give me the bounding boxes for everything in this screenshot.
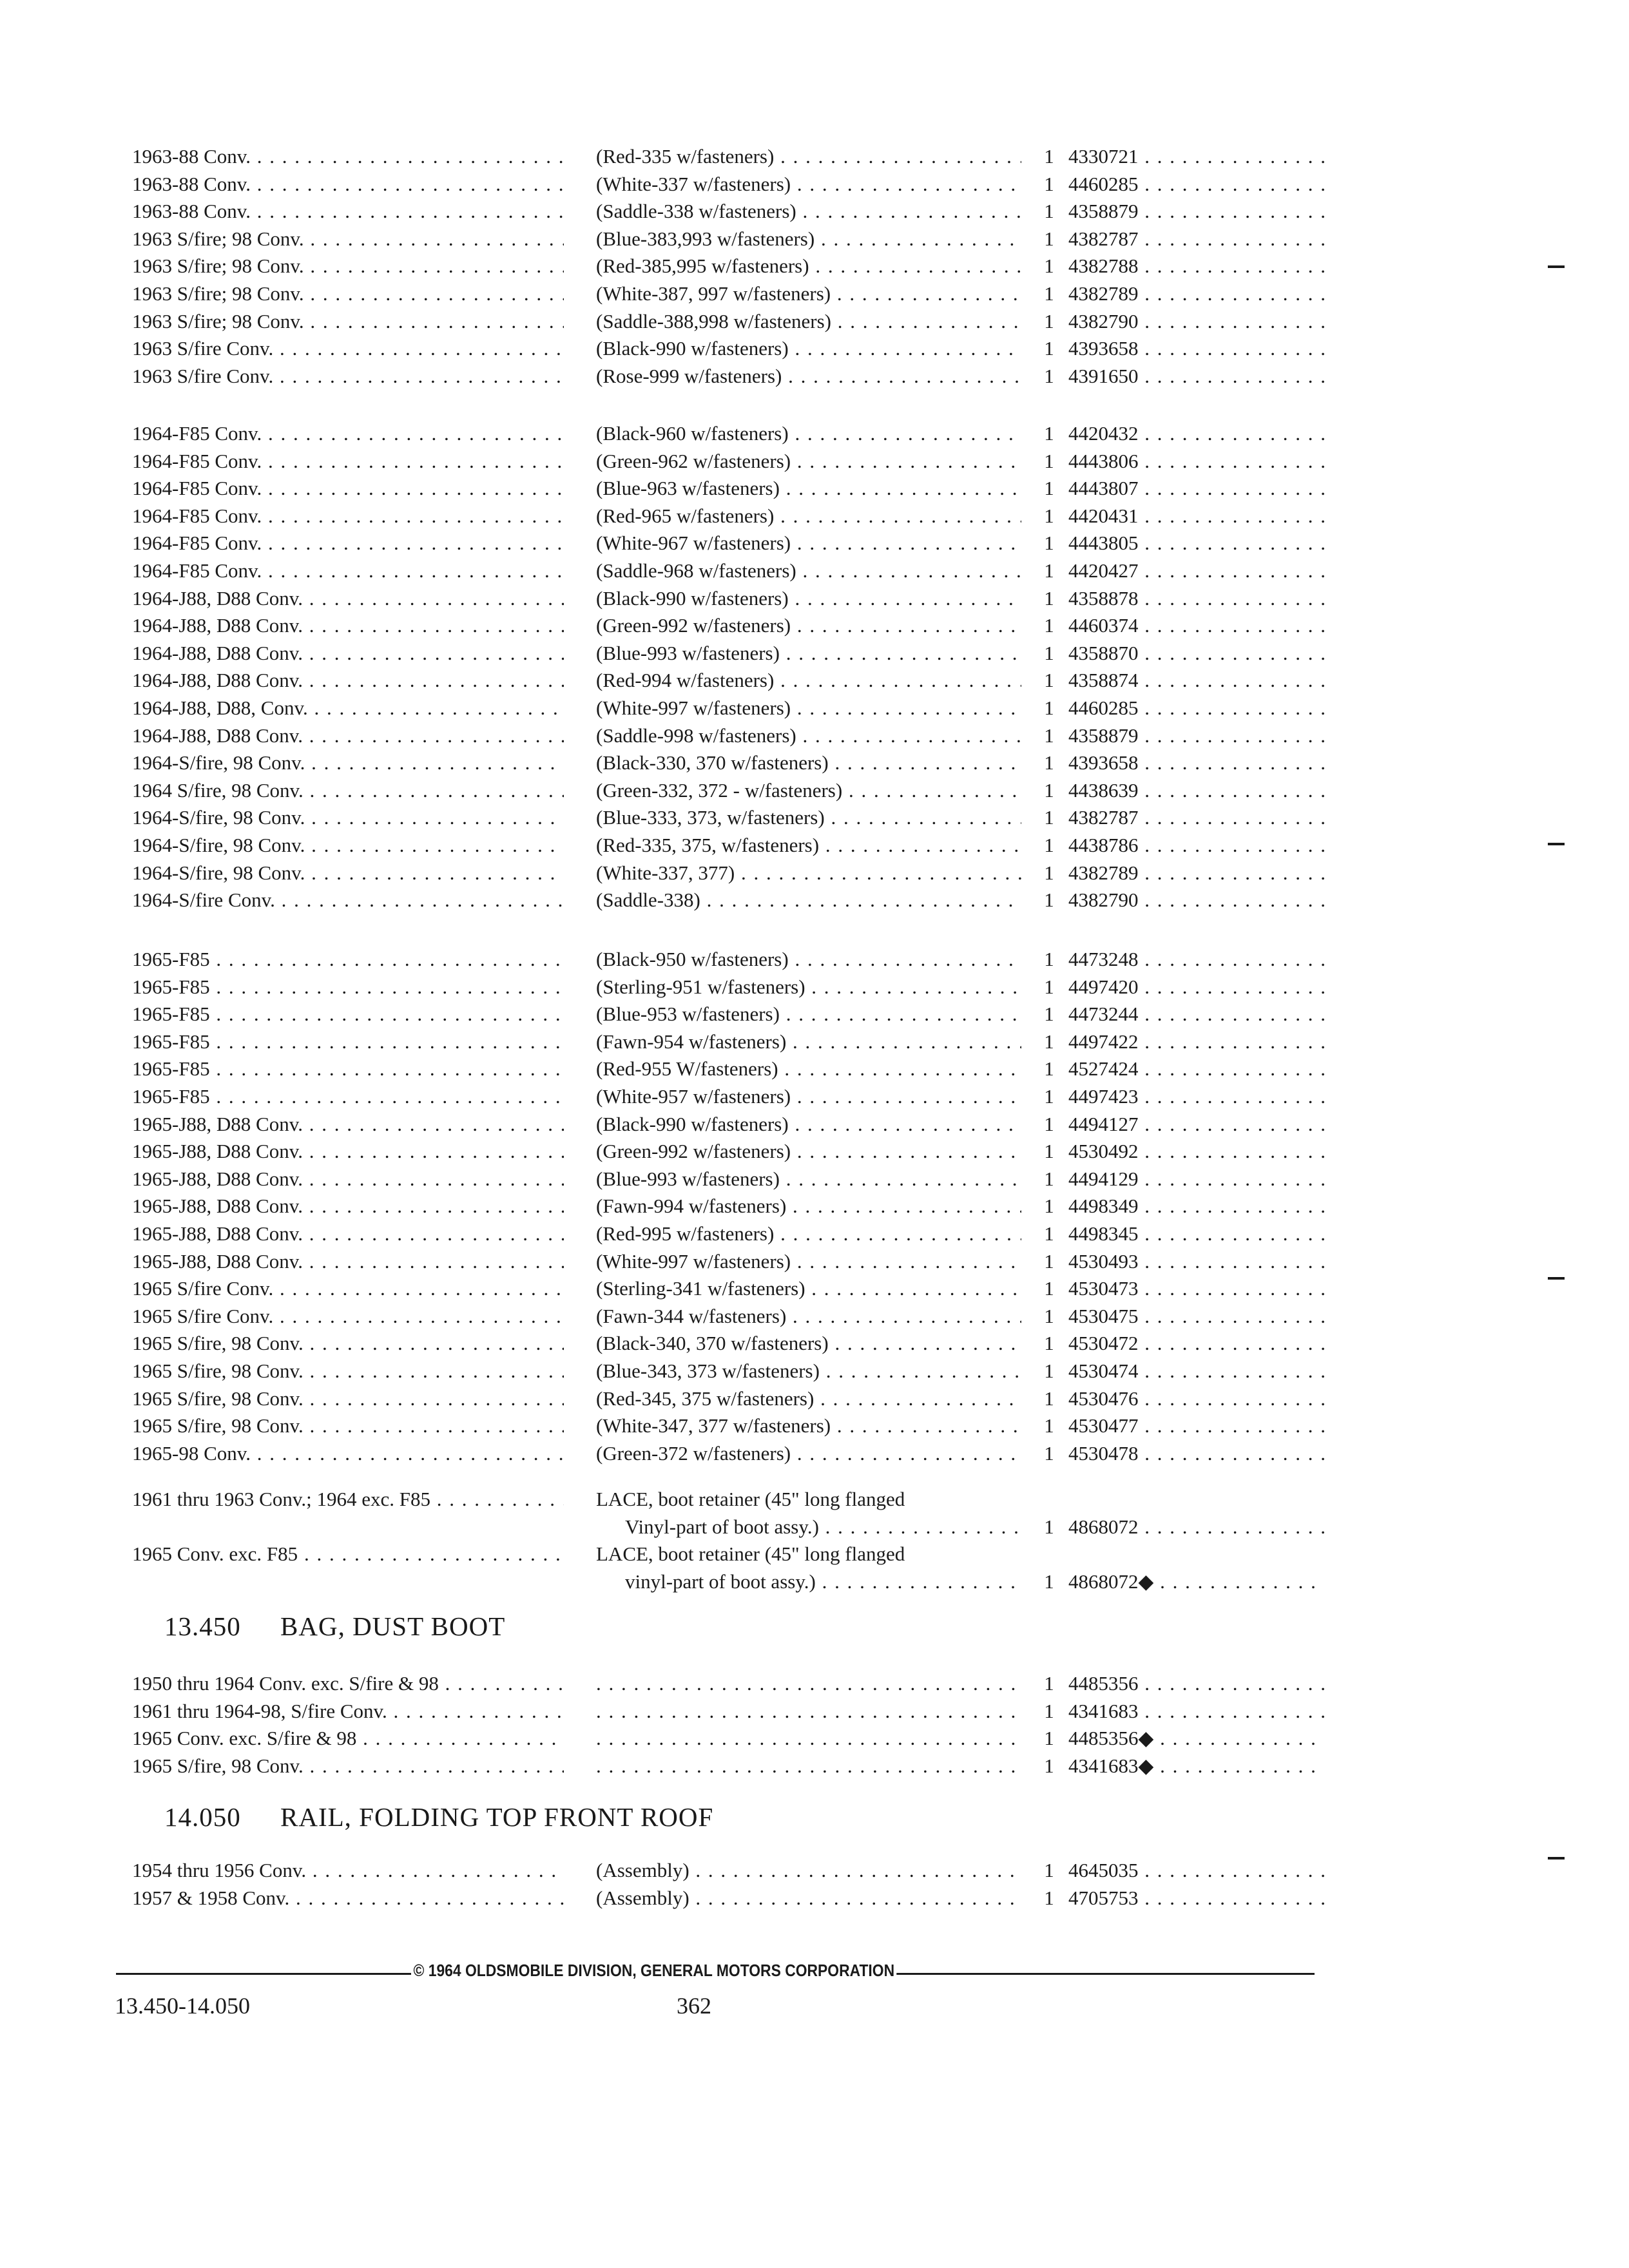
lace-entry (132, 1486, 1324, 1514)
parts-row (132, 585, 1324, 613)
lace-model: 1961 thru 1963 Conv.; 1964 exc. F85 . . . (132, 1486, 564, 1514)
model-cell: 1964-J88, D88 Conv. . . . (132, 640, 564, 668)
part-number-cell: 4530474 . . . (1068, 1358, 1324, 1385)
parts-row (132, 1166, 1324, 1193)
description-cell: (Assembly) . . . (596, 1885, 1021, 1912)
model-cell: 1961 thru 1964-98, S/fire Conv. . . . (132, 1698, 564, 1725)
model-cell: 1965 S/fire, 98 Conv. . . . (132, 1330, 564, 1358)
model-cell: 1964-S/fire Conv. . . . (132, 887, 564, 914)
parts-row (132, 448, 1324, 476)
lace-entry-cont (132, 1568, 1324, 1596)
qty-cell: 1 (1044, 1003, 1054, 1026)
margin-mark (1548, 1277, 1565, 1280)
parts-row (132, 557, 1324, 585)
lace-description-line1: LACE, boot retainer (45" long flanged (596, 1488, 905, 1510)
description-cell: (Black-990 w/fasteners) . . . (596, 1111, 1021, 1139)
lace-part-number: 4868072◆ . . . (1068, 1568, 1324, 1596)
model-cell: 1965-J88, D88 Conv. . . . (132, 1111, 564, 1139)
description-cell (596, 1698, 1021, 1725)
part-number-cell: 4382788 . . . (1068, 253, 1324, 280)
model-cell: 1965-F85 . . . (132, 974, 564, 1001)
model-cell: 1965 S/fire Conv. . . . (132, 1275, 564, 1303)
model-cell: 1965-F85 . . . (132, 1083, 564, 1111)
part-number-cell: 4530477 . . . (1068, 1412, 1324, 1440)
parts-row (132, 1725, 1324, 1753)
description-cell: (Black-950 w/fasteners) . . . (596, 946, 1021, 974)
parts-row (132, 530, 1324, 557)
qty-cell: 1 (1044, 1672, 1054, 1695)
section-number: 14.050 (164, 1802, 241, 1832)
part-number-cell: 4530475 . . . (1068, 1303, 1324, 1331)
part-number-cell: 4497423 . . . (1068, 1083, 1324, 1111)
page-number: 362 (677, 1993, 711, 2019)
description-cell: (Fawn-994 w/fasteners) . . . (596, 1193, 1021, 1220)
parts-row (132, 1358, 1324, 1385)
lace-entry (132, 1541, 1324, 1568)
qty-cell: 1 (1044, 422, 1054, 445)
parts-row (132, 1698, 1324, 1725)
qty-cell: 1 (1044, 337, 1054, 360)
model-cell: 1963-88 Conv. . . . (132, 198, 564, 226)
qty-cell: 1 (1044, 255, 1054, 278)
part-number-cell: 4530478 . . . (1068, 1440, 1324, 1468)
description-cell: (Black-960 w/fasteners) . . . (596, 420, 1021, 448)
model-cell: 1965 S/fire, 98 Conv. . . . (132, 1358, 564, 1385)
description-cell: (Sterling-951 w/fasteners) . . . (596, 974, 1021, 1001)
qty-cell: 1 (1044, 889, 1054, 912)
description-cell: (Green-962 w/fasteners) . . . (596, 448, 1021, 476)
qty-cell: 1 (1044, 559, 1054, 582)
parts-row (132, 1275, 1324, 1303)
parts-row (132, 475, 1324, 503)
section-heading-bag (164, 1611, 505, 1642)
model-cell: 1965-98 Conv. . . . (132, 1440, 564, 1468)
description-cell: (White-347, 377 w/fasteners) . . . (596, 1412, 1021, 1440)
lace-entry-cont (132, 1514, 1324, 1541)
parts-row (132, 667, 1324, 695)
description-cell: (Fawn-954 w/fasteners) . . . (596, 1028, 1021, 1056)
qty-cell: 1 (1044, 778, 1054, 802)
part-number-cell: 4705753 . . . (1068, 1885, 1324, 1912)
part-number-cell: 4358878 . . . (1068, 585, 1324, 613)
model-cell: 1964-F85 Conv. . . . (132, 503, 564, 530)
part-number-cell: 4358879 . . . (1068, 722, 1324, 750)
description-cell (596, 1753, 1021, 1780)
qty-cell: 1 (1044, 861, 1054, 884)
parts-table-rail (132, 1857, 1324, 1912)
part-number-cell: 4382790 . . . (1068, 308, 1324, 336)
model-cell: 1963 S/fire; 98 Conv. . . . (132, 226, 564, 253)
qty-cell: 1 (1044, 1754, 1054, 1777)
part-number-cell: 4497422 . . . (1068, 1028, 1324, 1056)
description-cell: (Fawn-344 w/fasteners) . . . (596, 1303, 1021, 1331)
qty-cell: 1 (1044, 1359, 1054, 1382)
model-cell: 1950 thru 1964 Conv. exc. S/fire & 98 . . . (132, 1670, 564, 1698)
lace-model: 1965 Conv. exc. F85 . . . (132, 1541, 564, 1568)
parts-row (132, 1330, 1324, 1358)
qty-cell: 1 (1044, 1057, 1054, 1081)
margin-mark (1548, 843, 1565, 845)
model-cell: 1964-F85 Conv. . . . (132, 475, 564, 503)
model-cell: 1964-S/fire, 98 Conv. . . . (132, 860, 564, 887)
part-number-cell: 4645035 . . . (1068, 1857, 1324, 1885)
parts-row (132, 253, 1324, 280)
part-number-cell: 4473244 . . . (1068, 1001, 1324, 1028)
description-cell: (White-387, 997 w/fasteners) . . . (596, 280, 1021, 308)
model-cell: 1964-F85 Conv. . . . (132, 448, 564, 476)
description-cell: (White-997 w/fasteners) . . . (596, 695, 1021, 722)
qty-cell: 1 (1044, 1859, 1054, 1881)
qty-cell: 1 (1044, 1167, 1054, 1190)
model-cell: 1957 & 1958 Conv. . . . (132, 1885, 564, 1912)
parts-row (132, 503, 1324, 530)
part-number-cell: 4420431 . . . (1068, 503, 1324, 530)
model-cell: 1963 S/fire; 98 Conv. . . . (132, 253, 564, 280)
part-number-cell: 4485356◆ . . . (1068, 1725, 1324, 1753)
part-number-cell: 4460285 . . . (1068, 695, 1324, 722)
qty-cell: 1 (1044, 751, 1054, 774)
lace-description-line2: vinyl-part of boot assy.) . . . (625, 1568, 1021, 1596)
margin-mark (1548, 265, 1565, 268)
model-cell: 1964-J88, D88 Conv. . . . (132, 612, 564, 640)
parts-row (132, 1440, 1324, 1468)
part-number-cell: 4530492 . . . (1068, 1138, 1324, 1166)
part-number-cell: 4438786 . . . (1068, 832, 1324, 860)
parts-row (132, 946, 1324, 974)
page-code: 13.450-14.050 (115, 1993, 250, 2019)
model-cell: 1965-J88, D88 Conv. . . . (132, 1193, 564, 1220)
part-number-cell: 4341683◆ . . . (1068, 1753, 1324, 1780)
qty-cell: 1 (1044, 1140, 1054, 1163)
parts-row (132, 777, 1324, 805)
description-cell: (Blue-333, 373, w/fasteners) . . . (596, 804, 1021, 832)
parts-row (132, 1303, 1324, 1331)
parts-row (132, 832, 1324, 860)
description-cell: (Red-335 w/fasteners) . . . (596, 143, 1021, 171)
parts-row (132, 749, 1324, 777)
description-cell: (Red-335, 375, w/fasteners) . . . (596, 832, 1021, 860)
parts-row (132, 1385, 1324, 1413)
qty-cell: 1 (1044, 227, 1054, 250)
qty-cell: 1 (1044, 724, 1054, 747)
description-cell: (Red-995 w/fasteners) . . . (596, 1220, 1021, 1248)
parts-table-1965 (132, 946, 1324, 1467)
description-cell: (Blue-993 w/fasteners) . . . (596, 1166, 1021, 1193)
parts-row (132, 1111, 1324, 1139)
model-cell: 1954 thru 1956 Conv. . . . (132, 1857, 564, 1885)
parts-row (132, 1028, 1324, 1056)
model-cell: 1965 S/fire, 98 Conv. . . . (132, 1753, 564, 1780)
qty-cell: 1 (1044, 1387, 1054, 1410)
part-number-cell: 4382789 . . . (1068, 280, 1324, 308)
description-cell: (Green-332, 372 - w/fasteners) . . . (596, 777, 1021, 805)
lace-qty: 1 (1044, 1570, 1054, 1593)
parts-row (132, 695, 1324, 722)
qty-cell: 1 (1044, 1304, 1054, 1327)
description-cell: (White-957 w/fasteners) . . . (596, 1083, 1021, 1111)
parts-row (132, 143, 1324, 171)
model-cell: 1964-J88, D88, Conv. . . . (132, 695, 564, 722)
part-number-cell: 4443805 . . . (1068, 530, 1324, 557)
qty-cell: 1 (1044, 1699, 1054, 1722)
qty-cell: 1 (1044, 948, 1054, 970)
qty-cell: 1 (1044, 586, 1054, 610)
model-cell: 1965 S/fire Conv. . . . (132, 1303, 564, 1331)
copyright-notice: © 1964 OLDSMOBILE DIVISION, GENERAL MOTORS CORPORATION (411, 1961, 897, 1981)
lace-entries (132, 1486, 1324, 1595)
part-number-cell: 4443807 . . . (1068, 475, 1324, 503)
model-cell: 1965 S/fire, 98 Conv. . . . (132, 1412, 564, 1440)
part-number-cell: 4498345 . . . (1068, 1220, 1324, 1248)
model-cell: 1965 S/fire, 98 Conv. . . . (132, 1385, 564, 1413)
parts-row (132, 171, 1324, 198)
description-cell (596, 1670, 1021, 1698)
part-number-cell: 4530476 . . . (1068, 1385, 1324, 1413)
model-cell: 1965-F85 . . . (132, 946, 564, 974)
description-cell: (Black-330, 370 w/fasteners) . . . (596, 749, 1021, 777)
lace-description-line2: Vinyl-part of boot assy.) . . . (625, 1514, 1021, 1541)
model-cell: 1965-J88, D88 Conv. . . . (132, 1220, 564, 1248)
parts-table-1964 (132, 420, 1324, 914)
part-number-cell: 4494129 . . . (1068, 1166, 1324, 1193)
model-cell: 1964-F85 Conv. . . . (132, 557, 564, 585)
model-cell: 1964-J88, D88 Conv. . . . (132, 585, 564, 613)
qty-cell: 1 (1044, 1195, 1054, 1218)
part-number-cell: 4530472 . . . (1068, 1330, 1324, 1358)
part-number-cell: 4497420 . . . (1068, 974, 1324, 1001)
parts-row (132, 308, 1324, 336)
part-number-cell: 4420432 . . . (1068, 420, 1324, 448)
section-number: 13.450 (164, 1611, 241, 1641)
part-number-cell: 4498349 . . . (1068, 1193, 1324, 1220)
part-number-cell: 4485356 . . . (1068, 1670, 1324, 1698)
parts-row (132, 804, 1324, 832)
model-cell: 1964 S/fire, 98 Conv. . . . (132, 777, 564, 805)
description-cell: (Saddle-338 w/fasteners) . . . (596, 198, 1021, 226)
model-cell: 1963-88 Conv. . . . (132, 171, 564, 198)
model-cell: 1963 S/fire; 98 Conv. . . . (132, 308, 564, 336)
model-cell: 1965-J88, D88 Conv. . . . (132, 1166, 564, 1193)
section-title: RAIL, FOLDING TOP FRONT ROOF (280, 1802, 714, 1832)
parts-row (132, 1220, 1324, 1248)
qty-cell: 1 (1044, 833, 1054, 856)
qty-cell: 1 (1044, 1727, 1054, 1750)
model-cell: 1963 S/fire Conv. . . . (132, 363, 564, 390)
parts-row (132, 612, 1324, 640)
model-cell: 1964-J88, D88 Conv. . . . (132, 667, 564, 695)
model-cell: 1963 S/fire Conv. . . . (132, 335, 564, 363)
description-cell: (Saddle-968 w/fasteners) . . . (596, 557, 1021, 585)
parts-row (132, 887, 1324, 914)
part-number-cell: 4460374 . . . (1068, 612, 1324, 640)
description-cell: (Green-372 w/fasteners) . . . (596, 1440, 1021, 1468)
parts-row (132, 640, 1324, 668)
qty-cell: 1 (1044, 477, 1054, 500)
part-number-cell: 4358870 . . . (1068, 640, 1324, 668)
part-number-cell: 4473248 . . . (1068, 946, 1324, 974)
parts-table-bag (132, 1670, 1324, 1780)
qty-cell: 1 (1044, 449, 1054, 472)
part-number-cell: 4391650 . . . (1068, 363, 1324, 390)
description-cell: (Red-345, 375 w/fasteners) . . . (596, 1385, 1021, 1413)
model-cell: 1963-88 Conv. . . . (132, 143, 564, 171)
model-cell: 1965 Conv. exc. S/fire & 98 . . . (132, 1725, 564, 1753)
part-number-cell: 4460285 . . . (1068, 171, 1324, 198)
description-cell: (Red-385,995 w/fasteners) . . . (596, 253, 1021, 280)
margin-mark (1548, 1857, 1565, 1860)
part-number-cell: 4393658 . . . (1068, 335, 1324, 363)
qty-cell: 1 (1044, 532, 1054, 555)
model-cell: 1964-J88, D88 Conv. . . . (132, 722, 564, 750)
qty-cell: 1 (1044, 1277, 1054, 1300)
description-cell: (Black-990 w/fasteners) . . . (596, 335, 1021, 363)
qty-cell: 1 (1044, 696, 1054, 719)
qty-cell: 1 (1044, 975, 1054, 998)
parts-row (132, 363, 1324, 390)
parts-row (132, 1248, 1324, 1276)
model-cell: 1964-F85 Conv. . . . (132, 420, 564, 448)
model-cell: 1964-S/fire, 98 Conv. . . . (132, 804, 564, 832)
model-cell: 1965-F85 . . . (132, 1055, 564, 1083)
description-cell: (Black-340, 370 w/fasteners) . . . (596, 1330, 1021, 1358)
qty-cell: 1 (1044, 145, 1054, 168)
qty-cell: 1 (1044, 1084, 1054, 1108)
description-cell: (Red-965 w/fasteners) . . . (596, 503, 1021, 530)
model-cell: 1963 S/fire; 98 Conv. . . . (132, 280, 564, 308)
description-cell: (Red-955 W/fasteners) . . . (596, 1055, 1021, 1083)
description-cell: (Blue-963 w/fasteners) . . . (596, 475, 1021, 503)
parts-table-1963 (132, 143, 1324, 390)
part-number-cell: 4527424 . . . (1068, 1055, 1324, 1083)
description-cell (596, 1725, 1021, 1753)
model-cell: 1965-F85 . . . (132, 1001, 564, 1028)
description-cell: (Red-994 w/fasteners) . . . (596, 667, 1021, 695)
qty-cell: 1 (1044, 309, 1054, 332)
description-cell: (Rose-999 w/fasteners) . . . (596, 363, 1021, 390)
model-cell: 1964-F85 Conv. . . . (132, 530, 564, 557)
qty-cell: 1 (1044, 1222, 1054, 1245)
description-cell: (White-337 w/fasteners) . . . (596, 171, 1021, 198)
description-cell: (White-997 w/fasteners) . . . (596, 1248, 1021, 1276)
qty-cell: 1 (1044, 1332, 1054, 1355)
part-number-cell: 4382789 . . . (1068, 860, 1324, 887)
part-number-cell: 4393658 . . . (1068, 749, 1324, 777)
model-cell: 1965-J88, D88 Conv. . . . (132, 1138, 564, 1166)
parts-row (132, 1193, 1324, 1220)
qty-cell: 1 (1044, 614, 1054, 637)
parts-row (132, 1138, 1324, 1166)
parts-row (132, 1670, 1324, 1698)
part-number-cell: 4382790 . . . (1068, 887, 1324, 914)
qty-cell: 1 (1044, 806, 1054, 829)
part-number-cell: 4530493 . . . (1068, 1248, 1324, 1276)
part-number-cell: 4420427 . . . (1068, 557, 1324, 585)
model-cell: 1964-S/fire, 98 Conv. . . . (132, 832, 564, 860)
description-cell: (Blue-343, 373 w/fasteners) . . . (596, 1358, 1021, 1385)
lace-qty: 1 (1044, 1515, 1054, 1538)
description-cell: (Saddle-388,998 w/fasteners) . . . (596, 308, 1021, 336)
part-number-cell: 4494127 . . . (1068, 1111, 1324, 1139)
qty-cell: 1 (1044, 1249, 1054, 1273)
parts-row (132, 420, 1324, 448)
description-cell: (Green-992 w/fasteners) . . . (596, 1138, 1021, 1166)
qty-cell: 1 (1044, 669, 1054, 692)
description-cell: (Blue-993 w/fasteners) . . . (596, 640, 1021, 668)
qty-cell: 1 (1044, 1112, 1054, 1135)
part-number-cell: 4443806 . . . (1068, 448, 1324, 476)
description-cell: (Assembly) . . . (596, 1857, 1021, 1885)
lace-description-line1: LACE, boot retainer (45" long flanged (596, 1542, 905, 1566)
description-cell: (White-337, 377) . . . (596, 860, 1021, 887)
description-cell: (Green-992 w/fasteners) . . . (596, 612, 1021, 640)
model-cell: 1965-F85 . . . (132, 1028, 564, 1056)
part-number-cell: 4438639 . . . (1068, 777, 1324, 805)
description-cell: (Blue-383,993 w/fasteners) . . . (596, 226, 1021, 253)
parts-row (132, 1857, 1324, 1885)
part-number-cell: 4530473 . . . (1068, 1275, 1324, 1303)
description-cell: (Blue-953 w/fasteners) . . . (596, 1001, 1021, 1028)
qty-cell: 1 (1044, 282, 1054, 305)
parts-row (132, 280, 1324, 308)
parts-row (132, 1001, 1324, 1028)
description-cell: (Sterling-341 w/fasteners) . . . (596, 1275, 1021, 1303)
model-cell: 1965-J88, D88 Conv. . . . (132, 1248, 564, 1276)
parts-row (132, 1055, 1324, 1083)
part-number-cell: 4358879 . . . (1068, 198, 1324, 226)
description-cell: (Saddle-338) . . . (596, 887, 1021, 914)
parts-row (132, 226, 1324, 253)
qty-cell: 1 (1044, 172, 1054, 195)
part-number-cell: 4358874 . . . (1068, 667, 1324, 695)
parts-row (132, 974, 1324, 1001)
section-title: BAG, DUST BOOT (280, 1611, 506, 1641)
qty-cell: 1 (1044, 364, 1054, 387)
parts-row (132, 1412, 1324, 1440)
description-cell: (Black-990 w/fasteners) . . . (596, 585, 1021, 613)
part-number-cell: 4330721 . . . (1068, 143, 1324, 171)
parts-row (132, 1083, 1324, 1111)
qty-cell: 1 (1044, 1030, 1054, 1053)
part-number-cell: 4382787 . . . (1068, 804, 1324, 832)
qty-cell: 1 (1044, 1441, 1054, 1465)
parts-row (132, 860, 1324, 887)
section-heading-rail (164, 1802, 713, 1832)
parts-row (132, 722, 1324, 750)
parts-row (132, 1753, 1324, 1780)
parts-row (132, 1885, 1324, 1912)
model-cell: 1964-S/fire, 98 Conv. . . . (132, 749, 564, 777)
qty-cell: 1 (1044, 1414, 1054, 1437)
qty-cell: 1 (1044, 1886, 1054, 1909)
qty-cell: 1 (1044, 504, 1054, 527)
description-cell: (Saddle-998 w/fasteners) . . . (596, 722, 1021, 750)
qty-cell: 1 (1044, 200, 1054, 223)
parts-row (132, 198, 1324, 226)
description-cell: (White-967 w/fasteners) . . . (596, 530, 1021, 557)
part-number-cell: 4341683 . . . (1068, 1698, 1324, 1725)
parts-row (132, 335, 1324, 363)
lace-part-number: 4868072 . . . (1068, 1514, 1324, 1541)
qty-cell: 1 (1044, 641, 1054, 664)
part-number-cell: 4382787 . . . (1068, 226, 1324, 253)
